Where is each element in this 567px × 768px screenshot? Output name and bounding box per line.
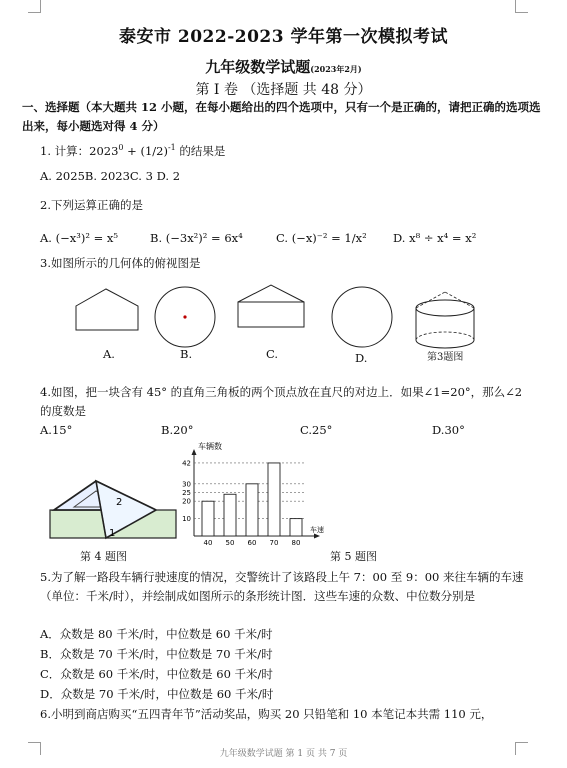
bar-50 [224, 494, 236, 536]
y-tick-label: 20 [182, 497, 191, 506]
cylinder-bottom [416, 340, 474, 348]
y-tick-label: 30 [182, 480, 191, 489]
q3-label-a: A. [103, 347, 115, 361]
option-a-pentagon [76, 289, 138, 330]
option-d-circle [332, 287, 392, 347]
volume-heading: 第 I 卷 （选择题 共 48 分） [195, 82, 372, 98]
q2-option-b: B. (−3x²)² = 6x⁴ [150, 231, 243, 245]
q1-suffix: 的结果是 [179, 143, 226, 158]
exam-title: 泰安市 2022-2023 学年第一次模拟考试 [118, 27, 449, 47]
option-c-rectangle [238, 302, 304, 327]
cylinder-top [416, 300, 474, 316]
q4-figure [44, 455, 184, 545]
page-footer: 九年级数学试题 第 1 页 共 7 页 [219, 749, 348, 759]
x-tick-label: 40 [203, 539, 213, 547]
q2-option-d: D. x⁸ ÷ x⁴ = x² [393, 231, 477, 245]
y-axis-arrow [192, 449, 197, 455]
q3-label-b: B. [180, 347, 193, 361]
crop-mark-top-right [515, 0, 528, 13]
q4-option-b: B.20° [161, 423, 194, 437]
q1-fraction: 1/2 [144, 143, 164, 158]
angle-2-label: 2 [116, 497, 123, 508]
y-tick-label: 25 [182, 489, 191, 498]
option-c-triangle [238, 285, 304, 302]
q5-option-b: B．众数是 70 千米/时，中位数是 70 千米/时 [40, 647, 273, 661]
exam-subtitle [0, 56, 567, 77]
center-dot [183, 315, 186, 318]
q1-zero-exponent: 0 [118, 143, 124, 152]
x-tick-label: 60 [247, 539, 257, 547]
q5-caption: 第 5 题图 [330, 550, 377, 563]
question-1: 1. 计算：$2023^0 + (1/2)^{-1}$ 的结果是 [40, 143, 226, 158]
q2-stem: 2.下列运算正确的是 [40, 198, 143, 212]
q4-option-c: C.25° [300, 423, 333, 437]
bar-60 [246, 484, 258, 536]
q5-bar-chart [170, 440, 330, 548]
q5-stem: 5.为了解一路段车辆行驶速度的情况，交警统计了该路段上午 7：00 至 9：00 来往车辆的车速（单位：千米/时），并绘制成如图所示的条形统计图．这些车速的众数、中位数分别是 [40, 570, 524, 603]
q1-options: A. 2025B. 2023C. 3 D. 2 [40, 169, 181, 183]
x-tick-label: 70 [269, 539, 279, 547]
q5-option-a: A．众数是 80 千米/时，中位数是 60 千米/时 [40, 627, 273, 641]
q3-caption: 第3题图 [427, 352, 464, 363]
x-tick-label: 80 [291, 539, 301, 547]
section-heading: 一、选择题（本大题共 12 小题，在每小题给出的四个选项中，只有一个是正确的，请把正确的选项选出来，每小题选对得 4 分） [22, 100, 541, 133]
q3-stem: 3.如图所示的几何体的俯视图是 [40, 256, 201, 270]
x-tick-label: 50 [225, 539, 235, 547]
subject-title: 九年级数学试题 [205, 58, 311, 76]
q4-option-d: D.30° [432, 423, 465, 437]
bar-80 [290, 519, 302, 536]
q2-option-c: C. (−x)⁻² = 1/x² [276, 231, 367, 245]
x-axis-arrow [314, 534, 320, 539]
q6-stem: 6.小明到商店购买“五四青年节”活动奖品，购买 20 只铅笔和 10 本笔记本共需 110 元， [40, 707, 493, 721]
bar-40 [202, 501, 214, 536]
q5-option-c: C．众数是 60 千米/时，中位数是 60 千米/时 [40, 667, 273, 681]
y-tick-label: 42 [182, 459, 191, 468]
q2-option-a: A. (−x³)² = x⁵ [40, 231, 118, 245]
q3-label-d: D. [355, 351, 368, 365]
angle-1-label: 1 [109, 528, 116, 539]
bar-70 [268, 463, 280, 536]
y-axis-label: 车辆数 [198, 442, 222, 451]
q4-stem: 4.如图，把一块含有 45° 的直角三角板的两个顶点放在直尺的对边上．如果∠1=20°，那么∠2 的度数是 [40, 385, 523, 418]
x-axis-label: 车速 [310, 526, 324, 534]
y-tick-label: 10 [182, 515, 191, 524]
q1-plus: + [123, 143, 141, 158]
q4-caption: 第 4 题图 [80, 550, 127, 563]
q3-label-c: C. [266, 347, 279, 361]
q5-option-d: D．众数是 70 千米/时，中位数是 60 千米/时 [40, 687, 274, 701]
cylinder-bottom-hidden [416, 332, 474, 340]
q1-neg-exponent: -1 [167, 143, 176, 152]
q1-prefix: 1. 计算：2023 [40, 143, 119, 158]
crop-mark-top-left [28, 0, 41, 13]
exam-date: (2023年2月) [310, 64, 362, 74]
q4-option-a: A.15° [40, 423, 73, 437]
